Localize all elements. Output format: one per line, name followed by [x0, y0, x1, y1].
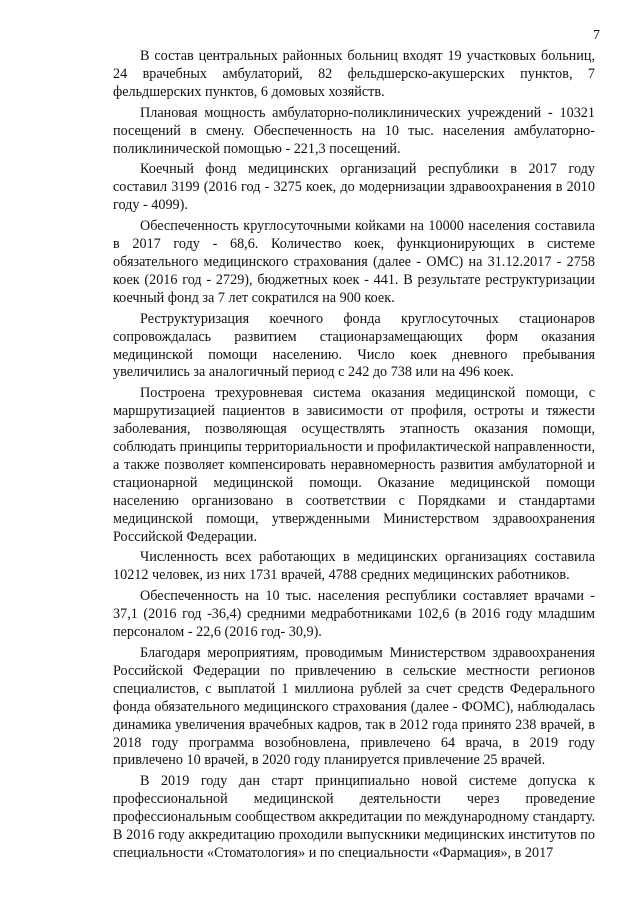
paragraph-4: Обеспеченность круглосуточными койками на 10000 населения составила в 2017 году - 68,6. Количество коек, функционирующих в системе обязательного медицинского страхования (далее - ОМС) на 31.12.2017 - 2758 коек (2016 год - 2729), бюджетных коек - 441. В результате реструктуризации коечный фонд за 7 лет сократился на 900 коек. — [113, 218, 595, 306]
paragraph-3: Коечный фонд медицинских организаций республики в 2017 году составил 3199 (2016 год - 3275 коек, до модернизации здравоохранения в 2010 году - 4099). — [113, 161, 595, 214]
paragraph-2: Плановая мощность амбулаторно-поликлинических учреждений - 10321 посещений в смену. Обеспеченность на 10 тыс. населения амбулаторно-поликлинической помощью - 221,3 посещений. — [113, 104, 595, 157]
paragraph-10: В 2019 году дан старт принципиально новой системе допуска к профессиональной медицинской деятельности через проведение профессиональным сообществом аккредитации по международному стандарту. В 2016 году аккредитацию проходили выпускники медицинских институтов по специальности «Стоматология» и по специальности «Фармация», в 2017 — [113, 773, 595, 861]
page-number: 7 — [593, 28, 600, 43]
paragraph-8: Обеспеченность на 10 тыс. населения республики составляет врачами - 37,1 (2016 год -36,4) средними медработниками 102,6 (в 2016 году младшим персоналом - 22,6 (2016 год- 30,9). — [113, 588, 595, 641]
paragraph-9: Благодаря мероприятиям, проводимым Министерством здравоохранения Российской Федерации по привлечению в сельские местности регионов специалистов, с выплатой 1 миллиона рублей за счет средств Федерального фонда обязательного медицинского страхования (далее - ФОМС), наблюдалась динамика увеличения врачебных кадров, так в 2012 года принято 238 врачей, в 2018 году программа возобновлена, привлечено 64 врача, в 2019 году привлечено 10 врачей, в 2020 году планируется привлечение 25 врачей. — [113, 645, 595, 769]
paragraph-6: Построена трехуровневая система оказания медицинской помощи, с маршрутизацией пациентов в зависимости от профиля, остроты и тяжести заболевания, позволяющая осуществлять этапность оказания помощи, соблюдать принципы территориальности и профилактической направленности, а также позволяет компенсировать неравномерность развития амбулаторной и стационарной медицинской помощи. Оказание медицинской помощи населению организовано в соответствии с Порядками и стандартами медицинской помощи, утвержденными Министерством здравоохранения Российской Федерации. — [113, 385, 595, 545]
paragraph-1: В состав центральных районных больниц входят 19 участковых больниц, 24 врачебных амбулаторий, 82 фельдшерско-акушерских пунктов, 7 фельдшерских пунктов, 6 домовых хозяйств. — [113, 48, 595, 100]
body-text — [113, 48, 595, 866]
paragraph-5: Реструктуризация коечного фонда круглосуточных стационаров сопровождалась развитием стационарзамещающих форм оказания медицинской помощи населению. Число коек дневного пребывания увеличились за аналогичный период с 242 до 738 или на 496 коек. — [113, 310, 595, 381]
paragraph-7: Численность всех работающих в медицинских организациях составила 10212 человек, из них 1731 врачей, 4788 средних медицинских работников. — [113, 549, 595, 584]
